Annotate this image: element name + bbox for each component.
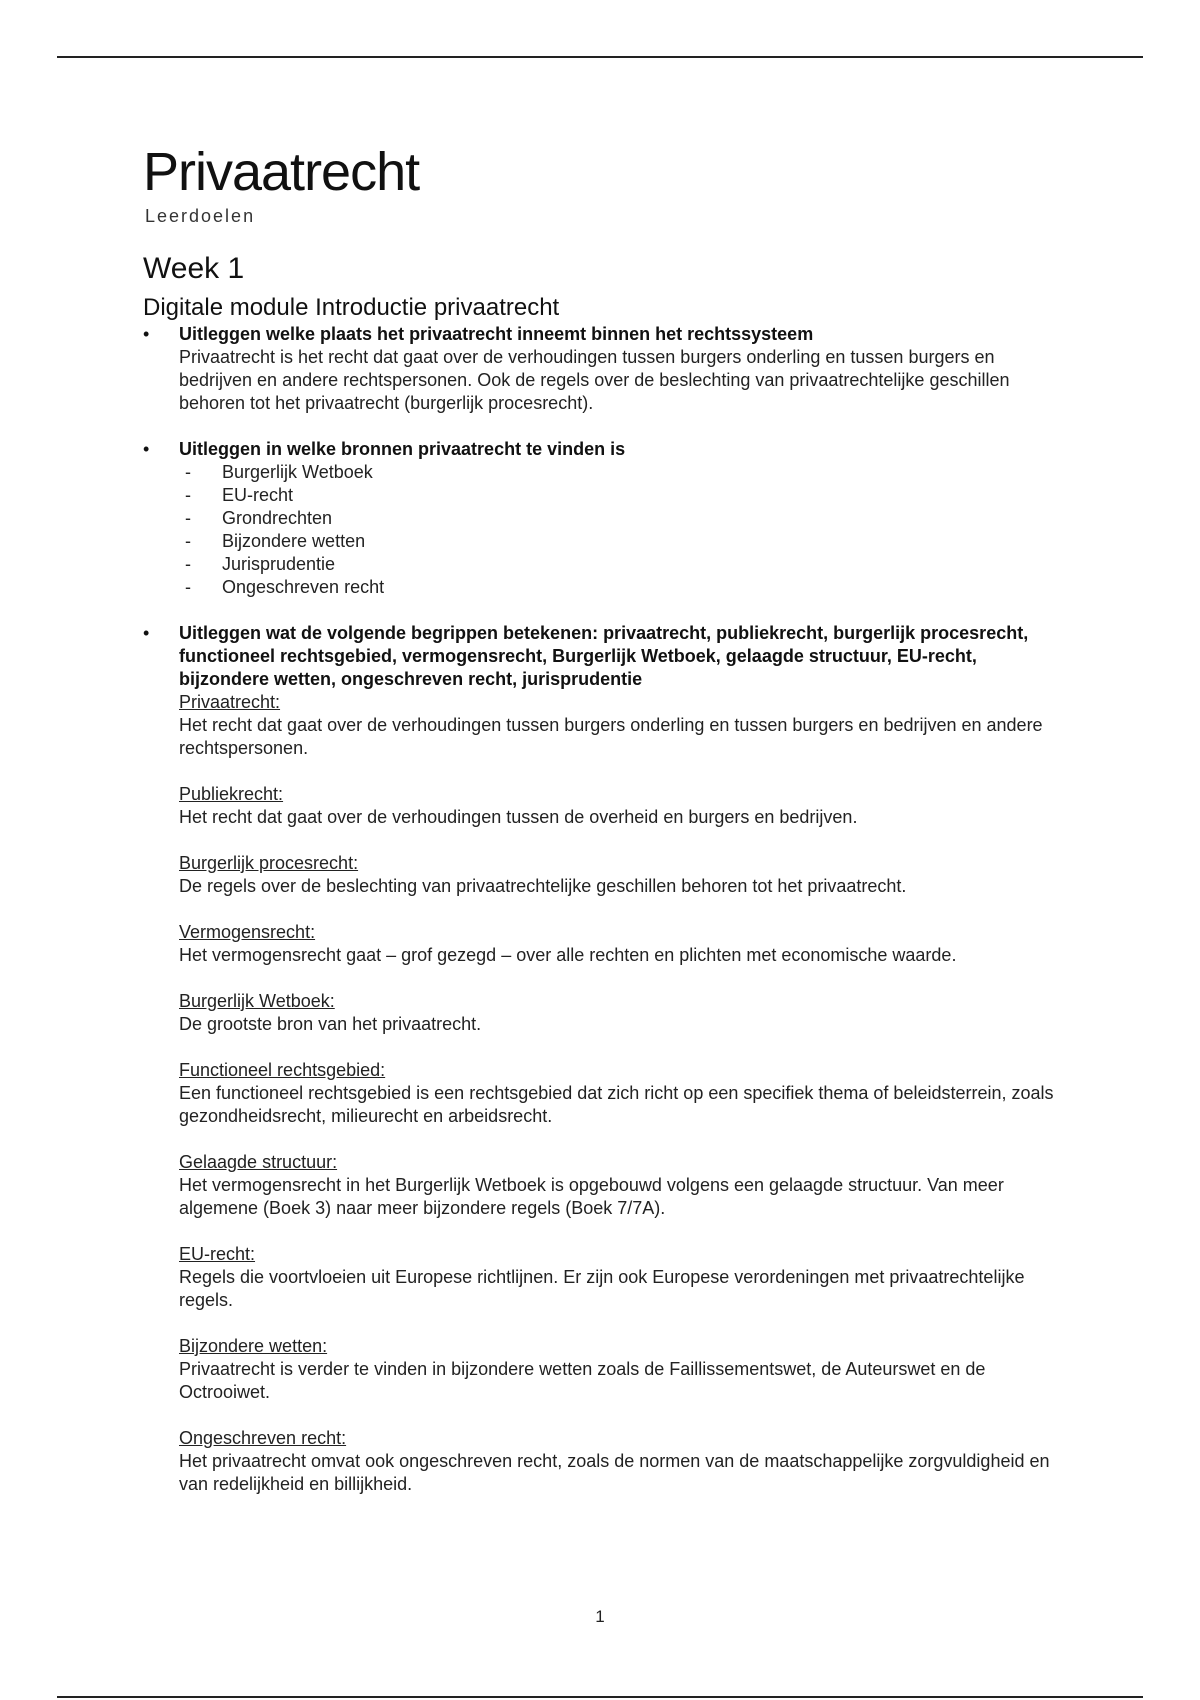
term-definition: Het recht dat gaat over de verhoudingen tussen de overheid en burgers en bedrijven. [179,807,858,827]
term-label: Burgerlijk procesrecht: [179,853,359,873]
list-item: - EU-recht [185,485,294,505]
term-privaatrecht [179,691,1063,760]
bottom-rule [57,1696,1143,1698]
term-label: EU-recht: [179,1244,256,1264]
dash-icon: - [185,577,191,597]
term-label: Vermogensrecht: [179,922,316,942]
term-definition: Het recht dat gaat over de verhoudingen tussen burgers onderling en tussen burgers en bedrijven en andere rechtspersonen. [179,715,1043,758]
objective-bullet-3 [143,622,1063,1496]
term-gelaagde-structuur [179,1151,1063,1220]
list-item: - Bijzondere wetten [185,531,366,551]
bullet-icon: • [143,623,150,643]
list-item: - Burgerlijk Wetboek [185,462,373,482]
objective-bullet-1 [143,323,1063,415]
objective-heading: Uitleggen wat de volgende begrippen betekenen: privaatrecht, publiekrecht, burgerlijk procesrecht, functioneel rechtsgebied, vermogensrecht, Burgerlijk Wetboek, gelaagde structuur, EU-recht, bijzondere wetten, ongeschreven recht, jurisprudentie [179,623,1029,689]
term-label: Publiekrecht: [179,784,284,804]
term-vermogensrecht [179,921,1063,967]
page-content [143,140,1063,1496]
term-functioneel-rechtsgebied [179,1059,1063,1128]
term-label: Gelaagde structuur: [179,1152,338,1172]
document-subtitle: Leerdoelen [145,206,256,226]
term-label: Functioneel rechtsgebied: [179,1060,386,1080]
term-burgerlijk-procesrecht [179,852,1063,898]
objective-bullet-2 [143,438,1063,599]
term-label: Ongeschreven recht: [179,1428,347,1448]
term-definition: Het privaatrecht omvat ook ongeschreven recht, zoals de normen van de maatschappelijke zorgvuldigheid en van redelijkheid en billijkheid. [179,1451,1050,1494]
term-definition: Het vermogensrecht in het Burgerlijk Wetboek is opgebouwd volgens een gelaagde structuur. Van meer algemene (Boek 3) naar meer bijzondere regels (Boek 7/7A). [179,1175,1004,1218]
module-heading: Digitale module Introductie privaatrecht [143,294,560,321]
term-definition: Een functioneel rechtsgebied is een rechtsgebied dat zich richt op een specifiek thema of beleidsterrein, zoals gezondheidsrecht, milieurecht en arbeidsrecht. [179,1083,1054,1126]
sources-list [179,461,1063,599]
bullet-icon: • [143,439,150,459]
term-ongeschreven-recht [179,1427,1063,1496]
page-number: 1 [595,1607,605,1626]
term-label: Privaatrecht: [179,692,281,712]
term-label: Burgerlijk Wetboek: [179,991,335,1011]
list-item: - Grondrechten [185,508,333,528]
top-rule [57,56,1143,58]
bullet-icon: • [143,324,150,344]
term-eu-recht [179,1243,1063,1312]
dash-icon: - [185,554,191,574]
term-burgerlijk-wetboek [179,990,1063,1036]
week-heading: Week 1 [143,252,245,285]
term-publiekrecht [179,783,1063,829]
objective-heading: Uitleggen in welke bronnen privaatrecht te vinden is [179,439,626,459]
term-definition: Regels die voortvloeien uit Europese richtlijnen. Er zijn ook Europese verordeningen met privaatrechtelijke regels. [179,1267,1025,1310]
list-item: - Jurisprudentie [185,554,336,574]
dash-icon: - [185,462,191,482]
objective-text: Privaatrecht is het recht dat gaat over de verhoudingen tussen burgers onderling en tussen burgers en bedrijven en andere rechtspersonen. Ook de regels over de beslechting van privaatrechtelijke geschillen behoren tot het privaatrecht (burgerlijk procesrecht). [179,347,1010,413]
dash-icon: - [185,531,191,551]
dash-icon: - [185,485,191,505]
objective-heading: Uitleggen welke plaats het privaatrecht inneemt binnen het rechtssysteem [179,324,814,344]
term-bijzondere-wetten [179,1335,1063,1404]
term-definition: Het vermogensrecht gaat – grof gezegd – over alle rechten en plichten met economische waarde. [179,945,957,965]
document-title: Privaatrecht [143,142,420,202]
list-item: - Ongeschreven recht [185,577,385,597]
term-definition: De grootste bron van het privaatrecht. [179,1014,482,1034]
dash-icon: - [185,508,191,528]
term-definition: Privaatrecht is verder te vinden in bijzondere wetten zoals de Faillissementswet, de Auteurswet en de Octrooiwet. [179,1359,986,1402]
term-definition: De regels over de beslechting van privaatrechtelijke geschillen behoren tot het privaatrecht. [179,876,907,896]
term-label: Bijzondere wetten: [179,1336,328,1356]
